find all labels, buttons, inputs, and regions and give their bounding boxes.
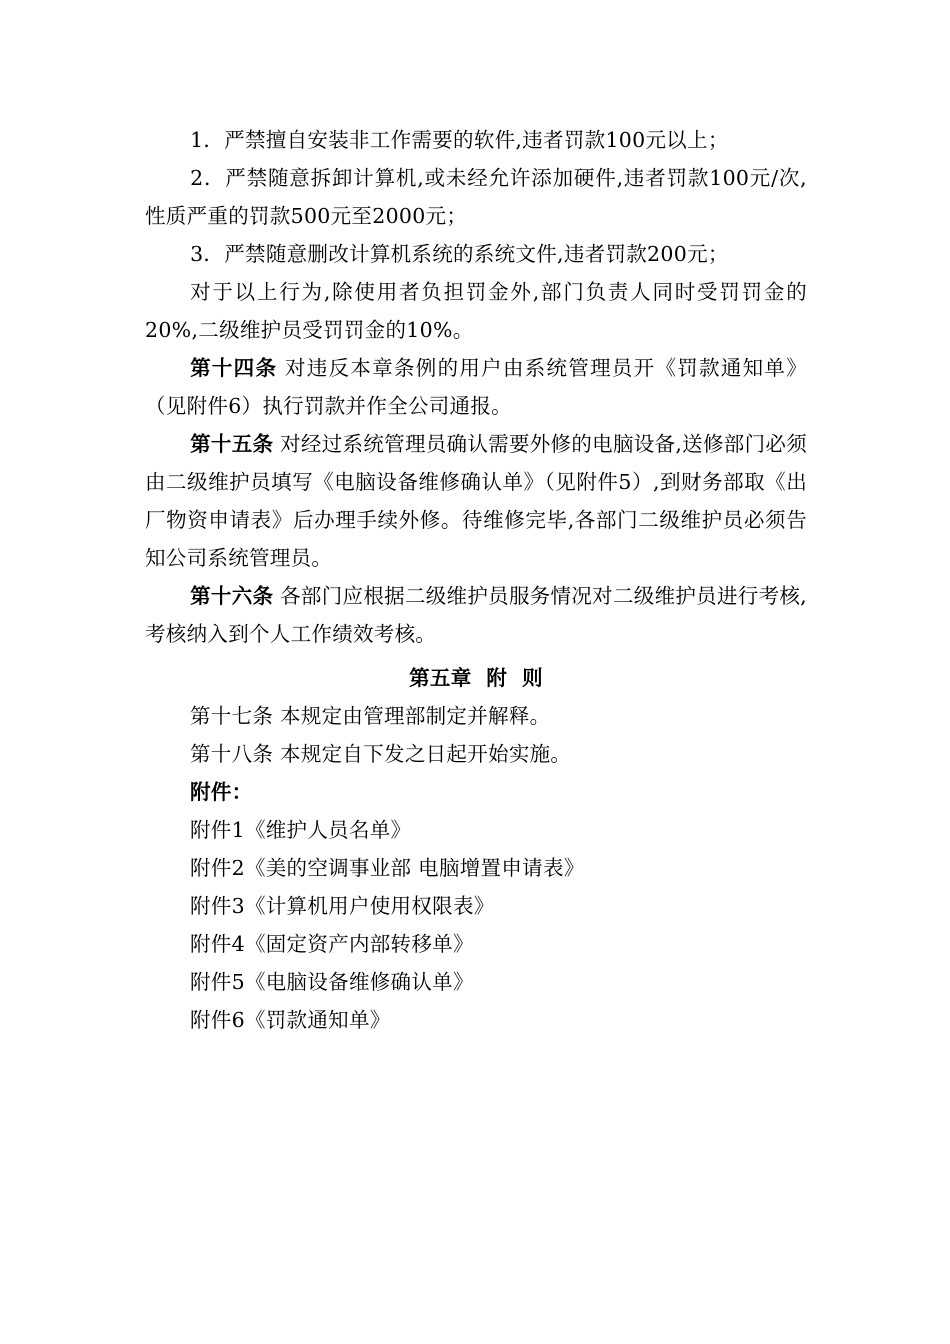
article-16-label: 第十六条 xyxy=(190,584,274,608)
article-14-label: 第十四条 xyxy=(190,356,278,380)
rule-1: 1．严禁擅自安装非工作需要的软件,违者罚款100元以上； xyxy=(190,128,729,152)
attachment-item: 附件5《电脑设备维修确认单》 xyxy=(190,970,474,994)
attachments-heading: 附件： xyxy=(190,780,253,804)
attachment-item: 附件1《维护人员名单》 xyxy=(190,818,412,842)
attachment-item: 附件4《固定资产内部转移单》 xyxy=(190,932,474,956)
rule-3: 3．严禁随意删改计算机系统的系统文件,违者罚款200元； xyxy=(190,242,729,266)
attachment-item: 附件3《计算机用户使用权限表》 xyxy=(190,894,495,918)
article-14-text: 对违反本章条例的用户由系统管理员开《罚款通知单》（见附件6）执行罚款并作全公司通报。 xyxy=(145,356,807,418)
article-15-label: 第十五条 xyxy=(190,432,274,456)
article-15-text: 对经过系统管理员确认需要外修的电脑设备,送修部门必须由二级维护员填写《电脑设备维修确认单》（见附件5）,到财务部取《出厂物资申请表》后办理手续外修。待维修完毕,各部门二级维护员必须告知公司系统管理员。 xyxy=(145,432,807,570)
chapter-title: 第五章 附 则 xyxy=(409,666,543,690)
article-17: 第十七条 本规定由管理部制定并解释。 xyxy=(190,704,551,728)
article-18: 第十八条 本规定自下发之日起开始实施。 xyxy=(190,742,572,766)
article-16-text: 各部门应根据二级维护员服务情况对二级维护员进行考核,考核纳入到个人工作绩效考核。 xyxy=(145,584,807,646)
article-15 xyxy=(145,425,807,577)
attachment-item: 附件2《美的空调事业部 电脑增置申请表》 xyxy=(190,856,585,880)
rule-2: 2．严禁随意拆卸计算机,或未经允许添加硬件,违者罚款100元/次,性质严重的罚款500元至2000元； xyxy=(145,166,807,228)
article-14 xyxy=(145,349,807,425)
attachment-item: 附件6《罚款通知单》 xyxy=(190,1008,391,1032)
article-16 xyxy=(145,577,807,653)
document-page xyxy=(145,121,807,1039)
penalty-note: 对于以上行为,除使用者负担罚金外,部门负责人同时受罚罚金的20%,二级维护员受罚罚金的10%。 xyxy=(145,280,807,342)
